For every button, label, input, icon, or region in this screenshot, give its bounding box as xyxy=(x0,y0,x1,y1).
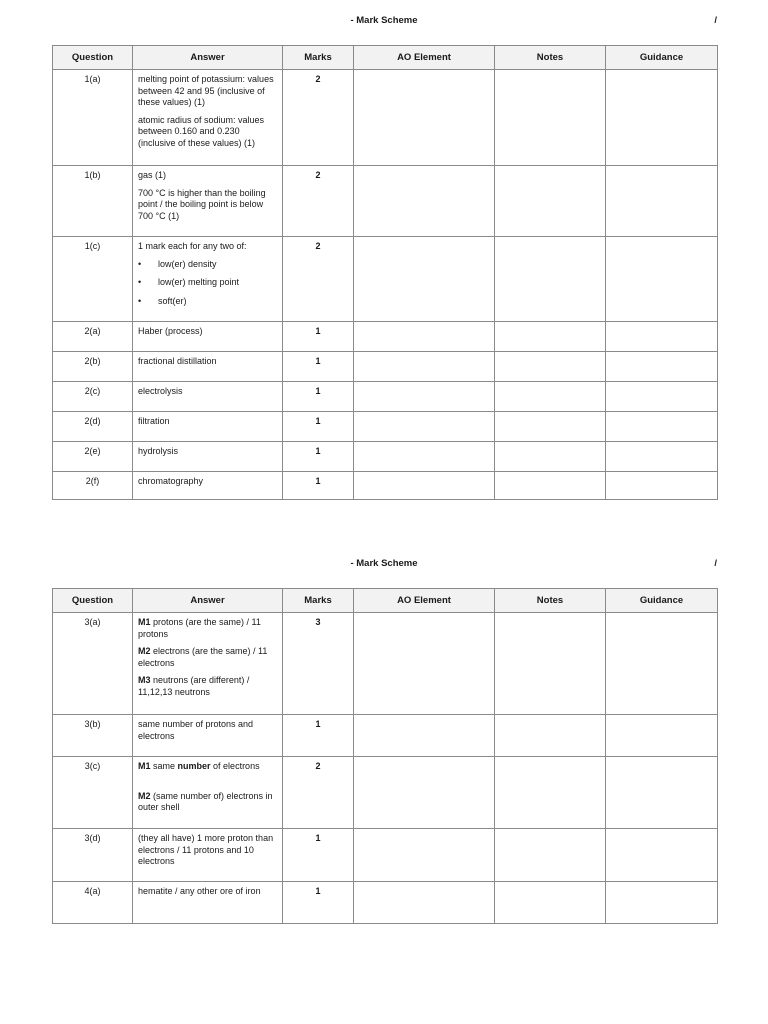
guidance-cell xyxy=(606,613,718,715)
answer-cell: hydrolysis xyxy=(133,442,283,472)
list-item xyxy=(138,296,277,308)
table-row xyxy=(53,613,718,715)
ao-element-cell xyxy=(354,613,495,715)
table-row xyxy=(53,757,718,829)
mark-point-label: M2 xyxy=(138,790,151,801)
table-row xyxy=(53,352,718,382)
page-slash: / xyxy=(714,558,717,569)
notes-cell xyxy=(495,613,606,715)
marks-value: 2 xyxy=(283,237,354,322)
ao-element-cell xyxy=(354,412,495,442)
list-item-text: soft(er) xyxy=(158,295,187,306)
emphasis-text: number xyxy=(177,761,211,771)
answer-line: gas (1) xyxy=(138,170,167,180)
guidance-cell xyxy=(606,322,718,352)
marks-value: 2 xyxy=(283,166,354,237)
page-title: - Mark Scheme xyxy=(350,558,418,569)
mark-point-label: M1 xyxy=(138,617,151,627)
guidance-cell xyxy=(606,352,718,382)
col-notes: Notes xyxy=(495,46,606,70)
marks-value: 1 xyxy=(283,829,354,882)
answer-intro: 1 mark each for any two of: xyxy=(138,241,247,251)
guidance-cell xyxy=(606,237,718,322)
table-row xyxy=(53,382,718,412)
col-marks: Marks xyxy=(283,589,354,613)
list-item xyxy=(138,259,277,271)
col-guidance: Guidance xyxy=(606,46,718,70)
notes-cell xyxy=(495,882,606,924)
notes-cell xyxy=(495,70,606,166)
answer-cell: (they all have) 1 more proton than electrons / 11 protons and 10 electrons xyxy=(133,829,283,882)
col-answer: Answer xyxy=(133,589,283,613)
question-number: 1(a) xyxy=(53,70,133,166)
guidance-cell xyxy=(606,472,718,500)
mark-point-label: M3 xyxy=(138,675,151,685)
mark-point-text: neutrons (are different) / 11,12,13 neutrons xyxy=(138,675,250,697)
answer-line xyxy=(138,675,277,698)
answer-cell xyxy=(133,237,283,322)
ao-element-cell xyxy=(354,829,495,882)
marks-value: 1 xyxy=(283,715,354,757)
page-header xyxy=(0,558,768,572)
marks-value: 1 xyxy=(283,322,354,352)
guidance-cell xyxy=(606,829,718,882)
answer-line xyxy=(138,646,277,669)
table-row xyxy=(53,442,718,472)
table-row xyxy=(53,70,718,166)
ao-element-cell xyxy=(354,382,495,412)
table-row xyxy=(53,237,718,322)
col-answer: Answer xyxy=(133,46,283,70)
mark-scheme-table xyxy=(52,588,718,924)
ao-element-cell xyxy=(354,882,495,924)
mark-point-text: protons (are the same) / 11 protons xyxy=(138,617,261,639)
col-ao-element: AO Element xyxy=(354,46,495,70)
notes-cell xyxy=(495,715,606,757)
question-number: 2(c) xyxy=(53,382,133,412)
mark-point-text: electrons (are the same) / 11 electrons xyxy=(138,646,268,668)
notes-cell xyxy=(495,757,606,829)
answer-line xyxy=(138,761,277,773)
notes-cell xyxy=(495,352,606,382)
guidance-cell xyxy=(606,442,718,472)
table-row xyxy=(53,882,718,924)
answer-cell: same number of protons and electrons xyxy=(133,715,283,757)
mark-scheme-table xyxy=(52,45,718,500)
marks-value: 1 xyxy=(283,882,354,924)
mark-point-text: same xyxy=(150,761,178,771)
bullet-icon: • xyxy=(138,277,142,287)
marks-value: 2 xyxy=(283,70,354,166)
ao-element-cell xyxy=(354,715,495,757)
table-row xyxy=(53,166,718,237)
col-ao-element: AO Element xyxy=(354,589,495,613)
question-number: 3(b) xyxy=(53,715,133,757)
bullet-icon: • xyxy=(138,258,142,269)
ao-element-cell xyxy=(354,352,495,382)
answer-cell: filtration xyxy=(133,412,283,442)
bullet-icon: • xyxy=(138,295,142,306)
ao-element-cell xyxy=(354,757,495,829)
table-row xyxy=(53,472,718,500)
bullet-list xyxy=(138,259,277,308)
marks-value: 1 xyxy=(283,442,354,472)
question-number: 2(a) xyxy=(53,322,133,352)
notes-cell xyxy=(495,237,606,322)
answer-cell: Haber (process) xyxy=(133,322,283,352)
ao-element-cell xyxy=(354,472,495,500)
answer-cell xyxy=(133,757,283,829)
guidance-cell xyxy=(606,715,718,757)
marks-value: 1 xyxy=(283,352,354,382)
page-slash: / xyxy=(714,15,717,26)
marks-value: 2 xyxy=(283,757,354,829)
answer-line xyxy=(138,791,277,814)
ao-element-cell xyxy=(354,442,495,472)
notes-cell xyxy=(495,412,606,442)
col-question: Question xyxy=(53,46,133,70)
answer-cell xyxy=(133,70,283,166)
table-row xyxy=(53,715,718,757)
notes-cell xyxy=(495,442,606,472)
question-number: 3(c) xyxy=(53,757,133,829)
notes-cell xyxy=(495,382,606,412)
question-number: 2(b) xyxy=(53,352,133,382)
table-row xyxy=(53,829,718,882)
answer-cell: fractional distillation xyxy=(133,352,283,382)
marks-value: 1 xyxy=(283,382,354,412)
list-item xyxy=(138,277,277,289)
notes-cell xyxy=(495,322,606,352)
header-row xyxy=(53,589,718,613)
table-row xyxy=(53,322,718,352)
question-number: 3(d) xyxy=(53,829,133,882)
question-number: 2(d) xyxy=(53,412,133,442)
question-number: 2(e) xyxy=(53,442,133,472)
ao-element-cell xyxy=(354,166,495,237)
notes-cell xyxy=(495,166,606,237)
col-notes: Notes xyxy=(495,589,606,613)
guidance-cell xyxy=(606,412,718,442)
answer-cell: hematite / any other ore of iron xyxy=(133,882,283,924)
marks-value: 1 xyxy=(283,412,354,442)
answer-line: atomic radius of sodium: values between 0.160 and 0.230 (inclusive of these values) (1) xyxy=(138,114,265,148)
guidance-cell xyxy=(606,882,718,924)
marks-value: 1 xyxy=(283,472,354,500)
mark-point-label: M2 xyxy=(138,646,151,656)
list-item-text: low(er) melting point xyxy=(158,277,240,287)
mark-point-text: (same number of) electrons in outer shell xyxy=(138,790,273,812)
answer-cell: chromatography xyxy=(133,472,283,500)
question-number: 1(b) xyxy=(53,166,133,237)
answer-line: melting point of potassium: values between 42 and 95 (inclusive of these values) (1) xyxy=(138,74,274,107)
page-title: - Mark Scheme xyxy=(350,15,418,26)
ao-element-cell xyxy=(354,237,495,322)
guidance-cell xyxy=(606,757,718,829)
col-marks: Marks xyxy=(283,46,354,70)
answer-cell xyxy=(133,166,283,237)
page-header xyxy=(0,15,768,29)
question-number: 4(a) xyxy=(53,882,133,924)
answer-line: 700 °C is higher than the boiling point / the boiling point is below 700 °C (1) xyxy=(138,187,266,221)
answer-cell xyxy=(133,613,283,715)
col-question: Question xyxy=(53,589,133,613)
ao-element-cell xyxy=(354,70,495,166)
table-row xyxy=(53,412,718,442)
notes-cell xyxy=(495,829,606,882)
guidance-cell xyxy=(606,382,718,412)
col-guidance: Guidance xyxy=(606,589,718,613)
answer-line xyxy=(138,617,277,640)
header-row xyxy=(53,46,718,70)
mark-point-text: of electrons xyxy=(210,761,260,771)
mark-point-label: M1 xyxy=(138,761,151,771)
answer-cell: electrolysis xyxy=(133,382,283,412)
guidance-cell xyxy=(606,166,718,237)
notes-cell xyxy=(495,472,606,500)
question-number: 1(c) xyxy=(53,237,133,322)
question-number: 3(a) xyxy=(53,613,133,715)
list-item-text: low(er) density xyxy=(158,258,217,269)
marks-value: 3 xyxy=(283,613,354,715)
question-number: 2(f) xyxy=(53,472,133,500)
ao-element-cell xyxy=(354,322,495,352)
guidance-cell xyxy=(606,70,718,166)
